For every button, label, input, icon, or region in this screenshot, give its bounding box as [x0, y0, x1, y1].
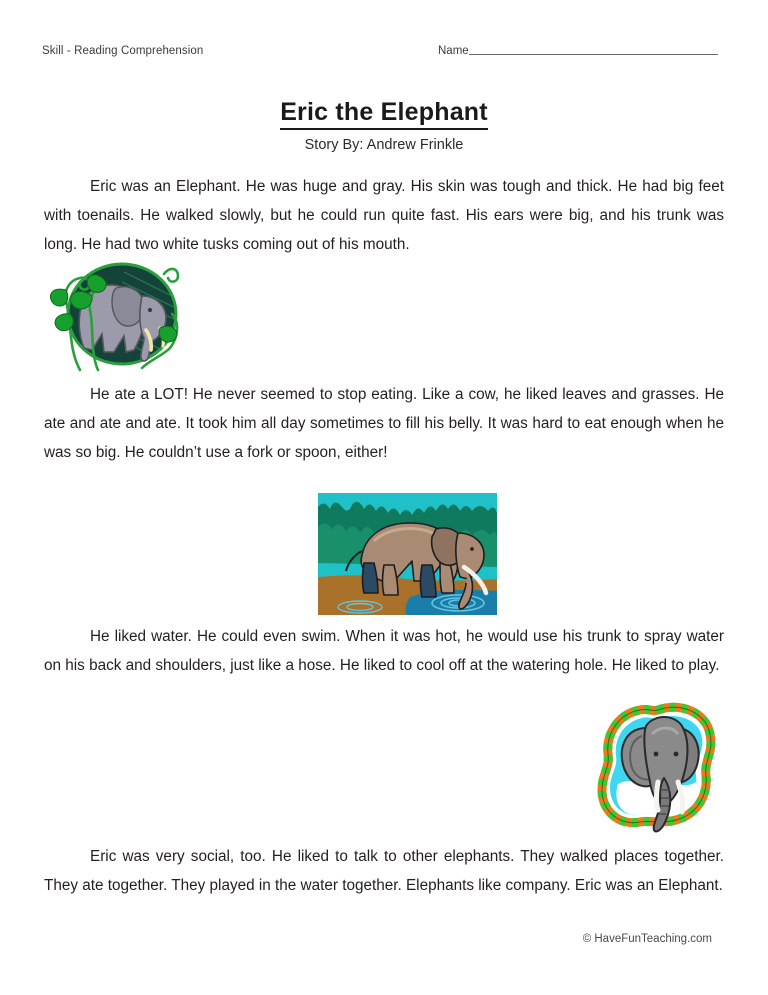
title-block — [0, 98, 768, 153]
paragraph-text: He ate a LOT! He never seemed to stop eating. Like a cow, he liked leaves and grasses. He ate and ate and ate. It took him all day sometimes to fill his belly. It was hard to eat enough when he was so big. He couldn’t use a fork or spoon, either! — [44, 386, 724, 461]
story-paragraph — [44, 380, 724, 467]
copyright-footer: © HaveFunTeaching.com — [582, 933, 712, 945]
skill-label: Skill - Reading Comprehension — [42, 45, 204, 57]
elephant-jungle-oval-illustration — [46, 256, 182, 372]
paragraph-text: He liked water. He could even swim. When it was hot, he would use his trunk to spray water on his back and shoulders, just like a hose. He liked to cool off at the watering hole. He liked to play. — [44, 628, 724, 674]
story-byline: Story By: Andrew Frinkle — [304, 137, 464, 153]
story-paragraph — [44, 842, 724, 900]
story-paragraph — [44, 622, 724, 680]
paragraph-text: Eric was very social, too. He liked to talk to other elephants. They walked places together. They ate together. They played in the water together. Elephants like company. Eric was an Elephant. — [44, 848, 724, 894]
name-write-in-line[interactable] — [469, 54, 718, 55]
elephant-waterhole-illustration — [318, 493, 497, 615]
name-field-block — [438, 45, 718, 57]
paragraph-text: Eric was an Elephant. He was huge and gray. His skin was tough and thick. He had big feet with toenails. He walked slowly, but he could run quite fast. His ears were big, and his trunk was long. He had two white tusks coming out of his mouth. — [44, 178, 724, 253]
page-title: Eric the Elephant — [280, 98, 488, 130]
elephant-head-framed-illustration — [588, 698, 728, 838]
name-label: Name — [438, 45, 469, 57]
story-paragraph — [44, 172, 724, 259]
worksheet-header — [42, 45, 726, 67]
